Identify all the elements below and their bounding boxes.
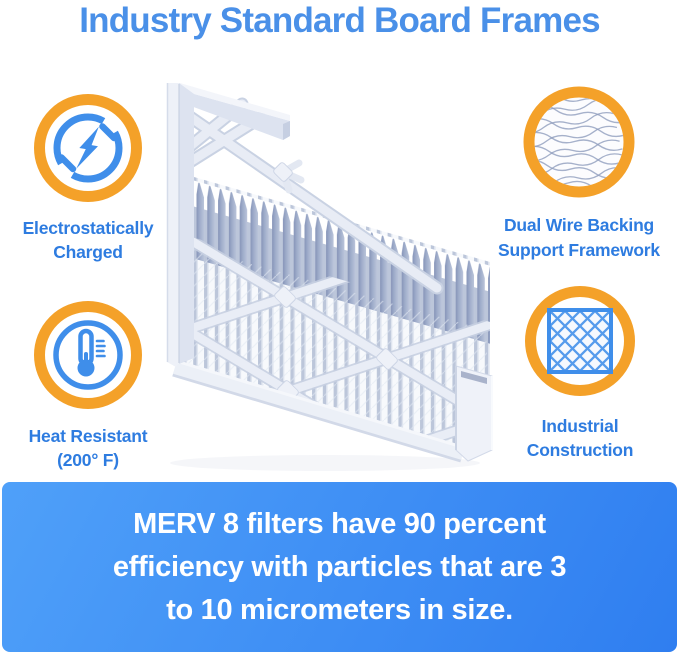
feature-label: Electrostatically Charged	[22, 218, 154, 262]
feature-industrial-construction	[495, 284, 665, 462]
feature-label: Heat Resistant (200° F)	[28, 426, 148, 470]
banner-line: efficiency with particles that are 3	[112, 550, 567, 583]
page-title: Industry Standard Board Frames	[79, 1, 600, 40]
wire-mesh-icon	[521, 84, 637, 200]
lattice-icon	[523, 284, 637, 398]
info-banner	[2, 482, 677, 652]
feature-heat-resistant	[3, 299, 173, 472]
air-filter-illustration	[150, 70, 510, 480]
lightning-icon	[32, 92, 144, 204]
banner-line: MERV 8 filters have 90 percent	[133, 507, 546, 540]
feature-dual-wire-backing	[494, 84, 664, 263]
feature-label: Dual Wire Backing Support Framework	[498, 215, 660, 260]
banner-line: to 10 micrometers in size.	[166, 593, 513, 626]
thermometer-icon	[32, 299, 144, 411]
feature-label: Industrial Construction	[526, 416, 634, 460]
feature-electrostatically-charged	[3, 92, 173, 264]
